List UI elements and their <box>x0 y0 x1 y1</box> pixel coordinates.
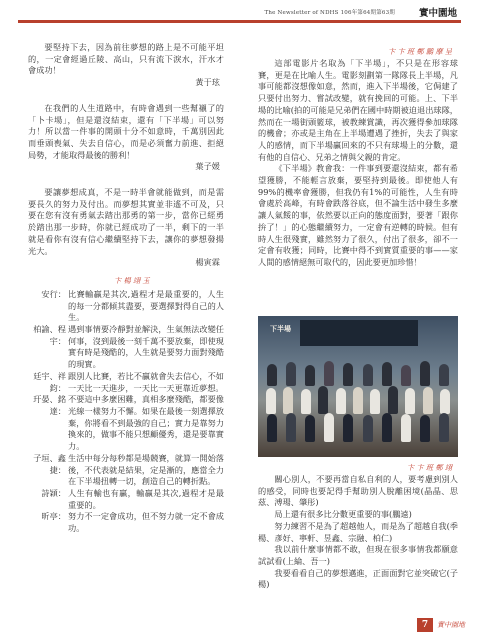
projection-screen <box>300 320 418 346</box>
list-item <box>28 289 224 324</box>
student-quote: 不要這中多麼困難，真相多麼殘酷，都要像光線一樣努力不懈。如果在最後一刻選擇放棄，你將看不到最強的自己；實力是靠努力換來的，做事不能只想顧優秀，還是要靠實力。 <box>68 394 224 452</box>
student-quote: 遇到事情要冷靜對並解決，生氣無法改變任何事，沒到最後一刻千萬不要放棄，即使現實有時是殘酷的，人生就是要努力面對殘酷的現實。 <box>68 324 224 370</box>
student-quote: 人生有輸也有贏，輸贏是其次,過程才是最重要的。 <box>68 487 224 510</box>
list-item <box>28 394 224 453</box>
reflection-author: 葉子媛 <box>195 161 220 172</box>
reflection-author: 楊寅霖 <box>195 257 220 268</box>
header-rule <box>18 20 461 23</box>
student-names: 子垣、鑫捷： <box>33 452 66 475</box>
newsletter-subtitle: The Newsletter of NDHS 106年第64期第63期 <box>264 10 395 16</box>
student-quote: 比賽輸贏是其次,過程才是最重要的，人生的每一分都傾其盡要，要選擇對得自己的人生。 <box>68 288 224 323</box>
student-names: 安行： <box>41 288 66 299</box>
section-title: 實中園地 <box>418 8 457 19</box>
student-names: 柏諭、程宇： <box>33 324 66 346</box>
page-footer <box>417 618 465 632</box>
student-row <box>262 412 454 442</box>
reflection-text: 要讓夢想成真，不是一時半會就能做到，而是需要長久的努力及付出。而夢想其實並非遙不可及，只要在您有沒有勇氣去踏出那勇的第一步，當你已經勇於踏出那一步時，你就已經成功了一半，剩下的一半就是看你有沒有信心繼續堅持下去，讓你的夢想發揚光大。 <box>28 187 224 256</box>
page-number: 7 <box>417 618 433 632</box>
reflection-1 <box>28 42 224 89</box>
list-item <box>28 488 224 511</box>
student-reflection: 關心別人，不要再當自私自利的人，要考慮到別人的感受，同時也要記得手幫助別人脫離困境(晶晶、思茲、溥瑒、肇彤) <box>258 474 458 508</box>
list-item <box>28 511 224 534</box>
student-names: 廷宇、祥鈞： <box>33 370 66 393</box>
right-bottom-section <box>258 462 458 591</box>
reflection-text: 要堅持下去，因為前往夢想的路上是不可能平坦的，一定會經過丘陵、高山，只有流下淚水，汗水才會成功！ <box>28 42 224 76</box>
student-quote: 生活中每分每秒都是場競賽，就算一開始落後，不代表就是結果，定是漸的，應當全力在下半場扭轉一切，創造自己的轉折點。 <box>68 452 224 487</box>
student-names: 玗晏、銘達： <box>33 394 66 416</box>
list-item <box>28 371 224 394</box>
left-column <box>28 42 224 535</box>
reflection-2 <box>28 103 224 173</box>
footer-title: 實中園地 <box>437 621 465 629</box>
student-row <box>262 384 454 414</box>
student-row <box>262 356 454 386</box>
student-reflection: 局上還有很多比分數更重要的事(鵬遠) <box>274 509 412 520</box>
group-photo <box>258 316 458 457</box>
photo-caption: 下半場 <box>270 324 291 333</box>
page-header <box>0 0 479 24</box>
reflection-text: 在我們的人生道路中，有時會遇到一些幫襯了的「卜卡場」，但是還沒結束，還有「下半場」可以努力！所以當一件事的開頭十分不如意時，千萬別因此而垂頭喪氣、失去自信心，而是必須奮力前進、拒絕局勢，才能取得最後的勝利！ <box>28 102 224 160</box>
student-names: 昕亭： <box>41 511 66 522</box>
reflection-author: 黃于玹 <box>195 77 220 88</box>
class-author-label: 卞 楊 翊 玉 <box>114 275 150 285</box>
student-reflection: 我要看看自己的夢想邁進，正面面對它並突破它(子楊) <box>258 567 458 590</box>
right-column <box>258 46 458 269</box>
list-item <box>28 453 224 488</box>
student-quote-list <box>28 289 224 535</box>
essay-paragraph: 這部電影片名取為「下半場」，不只是在形容球賽，更是在比喻人生。電影刻劃第一隊隊長上半場，凡事可能都沒想像如意，然而，進入下半場後，它侷建了只要付出努力、嘗試改變，就有挽回的可能。上、下半場的比喻(拍的可能是兄弟們在國中時期被迫退出球隊，然而在一場街頭籃球，被教練賞識，再次獲得參加球隊的機會；亦或是主角在上半場遭遇了挫折，失去了與家人的感情，而下半場贏回來的不只有球場上的分數，還有他的自信心、兄弟之情與父親的肯定。 <box>258 58 458 162</box>
list-item <box>28 324 224 371</box>
student-quote: 努力不一定會成功，但不努力就一定不會成功。 <box>68 511 224 534</box>
class-author-label: 卞 卞 班 鄭 鵬 摩 呈 <box>387 47 452 56</box>
reflection-3 <box>28 187 224 269</box>
essay-paragraph: 《下半場》教會我：一件事到要還沒結束，都有希望獲勝，不能輕言放棄，要堅持到最後。即使他人有99%的機率會獲勝，但我仍有1%的可能性，人生有時會處於高峰，有時會跌落谷底，但不論生活中發生多麼讓人氣餒的事，依然要以正向的態度面對，要著「跟你拚了！」的心態繼續努力，一定會有逆轉的時候。但有時人生很殘實，雖然努力了很久，付出了很多，卻不一定會有收獲；同時，比賽中得不到實質重要的事——家人間的感情絕無可取代的，因此要更加珍惜！ <box>258 163 458 267</box>
student-names: 詩穎： <box>41 487 66 498</box>
student-reflection: 努力練習不是為了超越他人，而是為了超越自我(季楊、彥好、寧軒、昱鑫、宗融、柏仁) <box>258 520 458 543</box>
class-author-label: 卞 卞 班 鄭 翊 <box>406 463 452 472</box>
student-quote: 跟別人比賽，若比不贏就會失去信心，不如一天比一天進步，一天比一天更靠近夢想。 <box>68 370 224 393</box>
student-reflection: 我以前什麼事情都不敢，但現在很多事情我都願意試試看(上綸、吾一) <box>258 544 458 566</box>
